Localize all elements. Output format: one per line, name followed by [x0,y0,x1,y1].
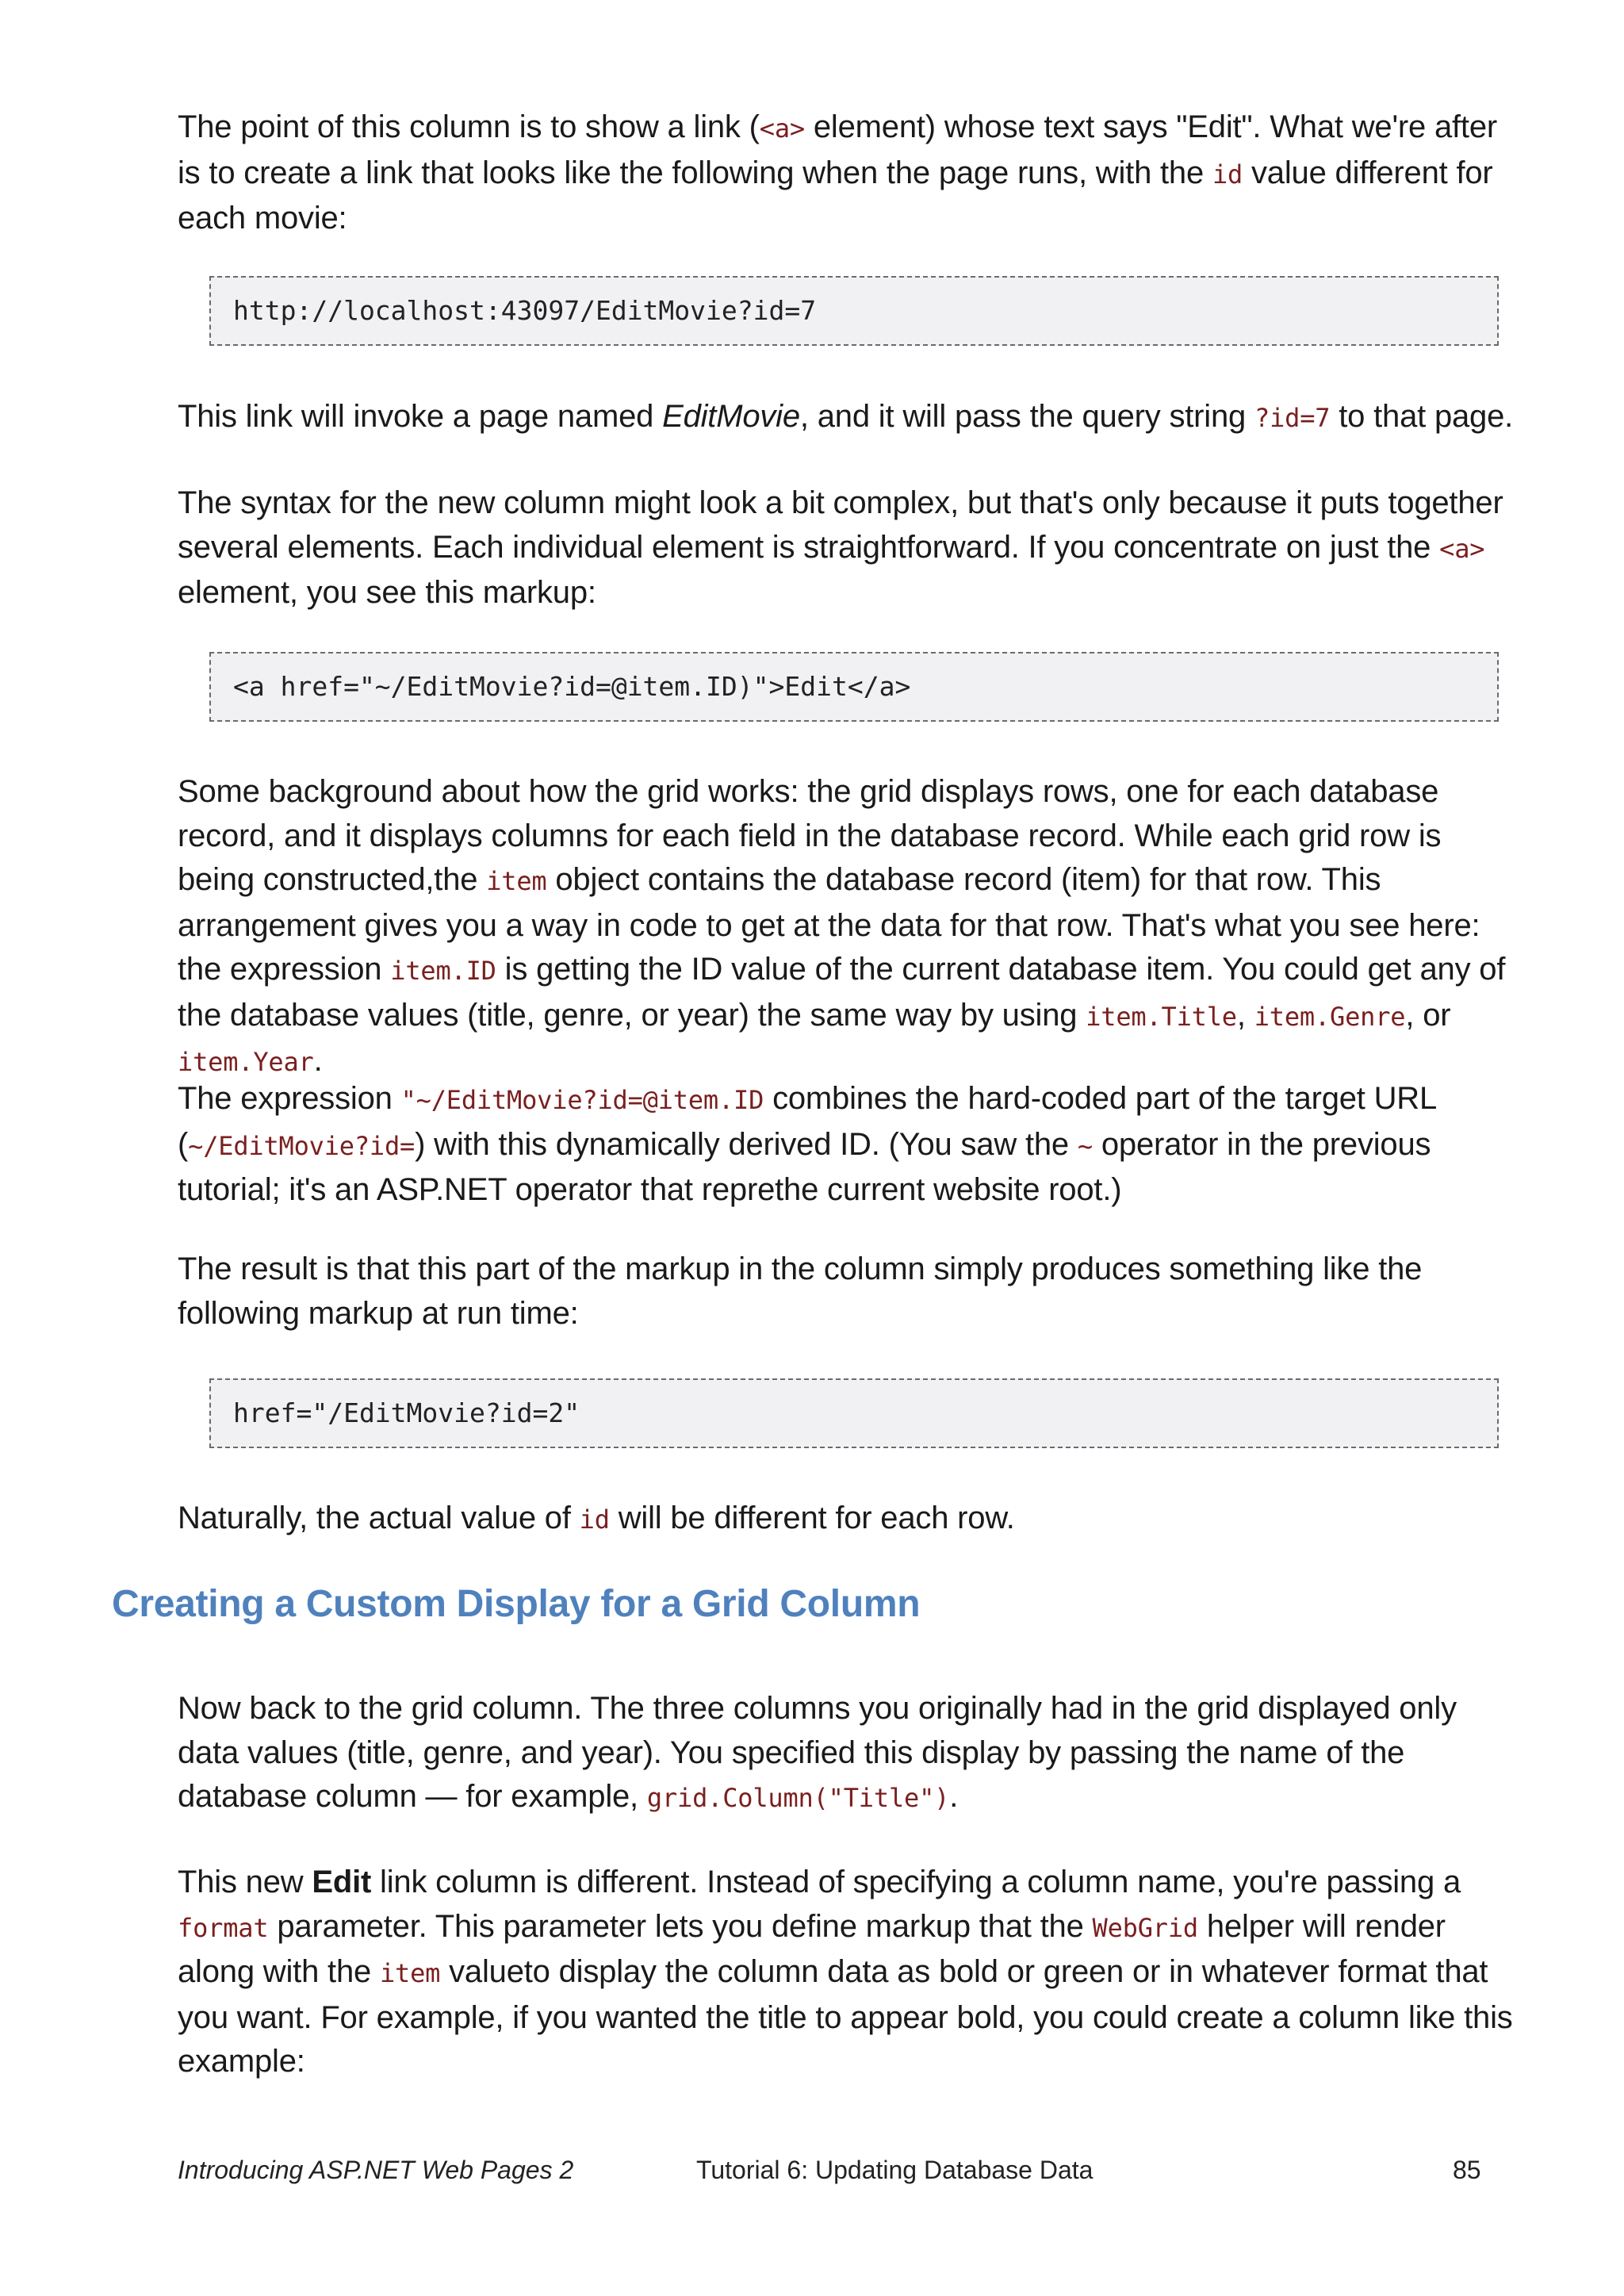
inline-code: ?id=7 [1254,403,1331,433]
text: , and it will pass the query string [799,399,1254,434]
inline-code: WebGrid [1092,1912,1198,1943]
text: , [1236,997,1254,1033]
text: , or [1405,997,1451,1033]
inline-code: ~/EditMovie?id= [188,1130,416,1161]
paragraph-naturally [178,1497,1526,1543]
paragraph-syntax [178,481,1526,615]
inline-code: item.Genre [1254,1001,1406,1032]
inline-code: item [486,866,547,896]
inline-code: "~/EditMovie?id=@item.ID [400,1085,764,1115]
text: This new [178,1865,312,1899]
paragraph-grid-column [178,1687,1526,1821]
section-heading: Creating a Custom Display for a Grid Column [112,1583,921,1625]
inline-code: <a> [759,113,805,144]
text: . [949,1779,959,1814]
text: helper will render along with the [178,1908,1446,1989]
text: to that page. [1330,399,1514,434]
inline-code: item [379,1958,441,1988]
paragraph-expression [178,1077,1526,1213]
inline-code: ~ [1077,1130,1093,1161]
code-text: http://localhost:43097/EditMovie?id=7 [233,295,817,326]
footer-chapter: Tutorial 6: Updating Database Data [696,2156,1094,2184]
footer-page-number: 85 [1453,2156,1481,2184]
inline-code: format [178,1912,269,1943]
inline-code: grid.Column("Title") [646,1783,950,1813]
inline-code: item.Title [1086,1001,1237,1032]
code-block-anchor [209,652,1499,722]
paragraph-editmovie [178,395,1526,441]
text: element, you see this markup: [178,575,596,610]
text: combines the hard-coded part of the target URL ( [178,1081,1436,1162]
inline-code: item.Year [178,1047,314,1077]
code-block-url [209,276,1499,346]
code-text: href="/EditMovie?id=2" [233,1397,580,1428]
text: The result is that this part of the markup in the column simply produces something like the following markup at run time: [178,1251,1423,1331]
text: The expression [178,1081,401,1116]
text: value different for each movie: [178,155,1493,236]
paragraph-edit-column [178,1861,1526,2084]
text: operator in the previous tutorial; it's an ASP.NET operator that reprethe current website root.) [178,1126,1431,1207]
text: object contains the database record (item) for that row. This arrangement gives you a way in code to get at the data for that row. That's what you see here: the expression [178,862,1480,987]
text: element) whose text says "Edit". What we're after is to create a link that looks like the following when the page runs, with the [178,109,1498,190]
text: The point of this column is to show a link ( [178,109,760,144]
bold-text: Edit [312,1865,372,1899]
paragraph-result [178,1248,1526,1336]
text: Now back to the grid column. The three columns you originally had in the grid displayed only data values (title, genre, and year). You specified this display by passing the name of the database column — for example, [178,1691,1457,1814]
text: valueto display the column data as bold or green or in whatever format that you want. For example, if you wanted the title to appear bold, you could create a column like this example: [178,1954,1513,2079]
inline-code: id [1212,159,1243,190]
inline-code: item.ID [390,956,496,986]
text: link column is different. Instead of specifying a column name, you're passing a [371,1865,1461,1899]
text: This link will invoke a page named [178,399,663,434]
text: will be different for each row. [609,1501,1015,1535]
emphasis: EditMovie [662,399,800,434]
text: parameter. This parameter lets you define markup that the [268,1908,1093,1944]
inline-code: id [579,1504,610,1535]
text: The syntax for the new column might look a bit complex, but that's only because it puts together several elements. Each individual element is straightforward. If you concentrate on just the [178,485,1503,565]
text: ) with this dynamically derived ID. (You saw the [415,1126,1078,1162]
text: . [313,1043,323,1078]
text: Naturally, the actual value of [178,1501,580,1535]
text: Some background about how the grid works: the grid displays rows, one for each database record, and it displays columns for each field in the database record. While each grid row is being constructed,the [178,774,1442,897]
code-block-href [209,1378,1499,1448]
footer-book-title: Introducing ASP.NET Web Pages 2 [178,2156,574,2184]
text: is getting the ID value of the current database item. You could get any of the database values (title, genre, or year) the same way by using [178,952,1506,1033]
inline-code: <a> [1439,533,1485,564]
code-text: <a href="~/EditMovie?id=@item.ID)">Edit</a> [233,671,911,702]
paragraph-grid-background [178,770,1526,1085]
paragraph-link-intro [178,105,1526,241]
